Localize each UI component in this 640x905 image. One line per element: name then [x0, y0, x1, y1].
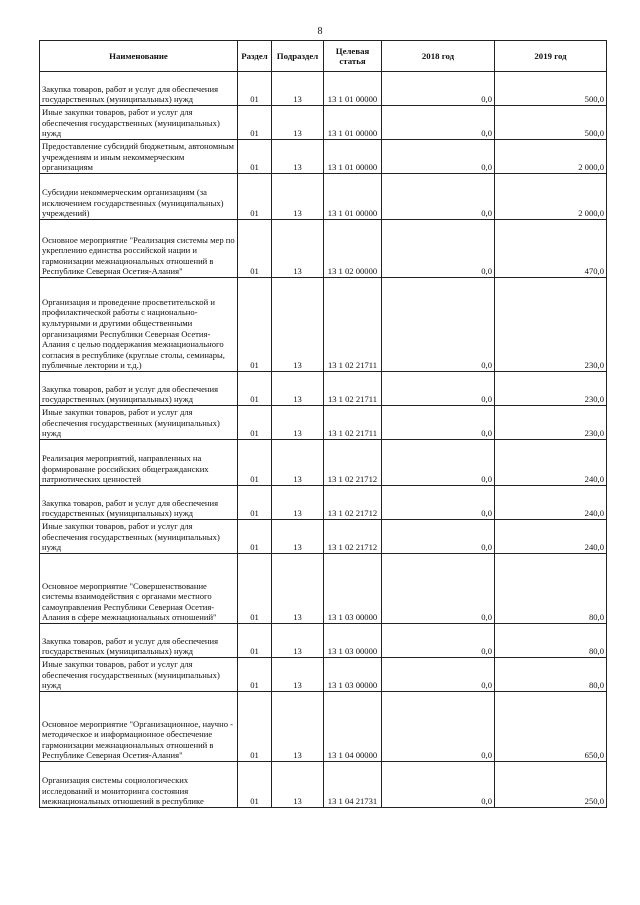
cell-article: 13 1 02 21712 [324, 440, 382, 486]
cell-article: 13 1 02 21711 [324, 372, 382, 406]
cell-section: 01 [238, 372, 272, 406]
cell-subsection: 13 [272, 440, 324, 486]
table-row [40, 220, 607, 278]
cell-2018: 0,0 [382, 406, 495, 440]
cell-2018: 0,0 [382, 624, 495, 658]
cell-2019: 230,0 [495, 406, 607, 440]
table-row [40, 440, 607, 486]
cell-article: 13 1 03 00000 [324, 554, 382, 624]
cell-article: 13 1 02 21711 [324, 278, 382, 372]
table-row [40, 372, 607, 406]
cell-article: 13 1 02 00000 [324, 220, 382, 278]
cell-2018: 0,0 [382, 372, 495, 406]
cell-article: 13 1 02 21711 [324, 406, 382, 440]
cell-subsection: 13 [272, 692, 324, 762]
cell-2019: 240,0 [495, 486, 607, 520]
table-row [40, 106, 607, 140]
cell-name: Закупка товаров, работ и услуг для обеспечения государственных (муниципальных) нужд [40, 372, 238, 406]
cell-name: Иные закупки товаров, работ и услуг для обеспечения государственных (муниципальных) нужд [40, 520, 238, 554]
table-row [40, 140, 607, 174]
cell-subsection: 13 [272, 624, 324, 658]
cell-article: 13 1 02 21712 [324, 520, 382, 554]
cell-subsection: 13 [272, 278, 324, 372]
cell-section: 01 [238, 520, 272, 554]
cell-2019: 250,0 [495, 762, 607, 808]
header-article: Целевая статья [324, 41, 382, 72]
cell-2018: 0,0 [382, 486, 495, 520]
table-row [40, 554, 607, 624]
table-row [40, 174, 607, 220]
cell-article: 13 1 04 00000 [324, 692, 382, 762]
cell-subsection: 13 [272, 520, 324, 554]
cell-subsection: 13 [272, 174, 324, 220]
cell-article: 13 1 01 00000 [324, 106, 382, 140]
cell-subsection: 13 [272, 554, 324, 624]
cell-2018: 0,0 [382, 692, 495, 762]
cell-2018: 0,0 [382, 174, 495, 220]
cell-section: 01 [238, 554, 272, 624]
cell-subsection: 13 [272, 486, 324, 520]
cell-2018: 0,0 [382, 440, 495, 486]
cell-subsection: 13 [272, 72, 324, 106]
cell-subsection: 13 [272, 140, 324, 174]
cell-name: Организация системы социологических исследований и мониторинга состояния межнациональных отношений в республике [40, 762, 238, 808]
header-subsection: Подраздел [272, 41, 324, 72]
cell-section: 01 [238, 762, 272, 808]
cell-name: Основное мероприятие "Организационное, научно - методическое и информационное обеспечение гармонизации межнациональных отношений в Республике Северная Осетия-Алания" [40, 692, 238, 762]
cell-section: 01 [238, 624, 272, 658]
cell-2019: 500,0 [495, 72, 607, 106]
table-row [40, 624, 607, 658]
cell-2019: 80,0 [495, 554, 607, 624]
cell-subsection: 13 [272, 658, 324, 692]
cell-2019: 650,0 [495, 692, 607, 762]
table-row [40, 486, 607, 520]
cell-section: 01 [238, 72, 272, 106]
cell-2018: 0,0 [382, 554, 495, 624]
cell-2019: 80,0 [495, 658, 607, 692]
header-name: Наименование [40, 41, 238, 72]
header-section: Раздел [238, 41, 272, 72]
cell-name: Иные закупки товаров, работ и услуг для обеспечения государственных (муниципальных) нужд [40, 106, 238, 140]
cell-2019: 230,0 [495, 372, 607, 406]
cell-2019: 230,0 [495, 278, 607, 372]
cell-section: 01 [238, 106, 272, 140]
cell-section: 01 [238, 140, 272, 174]
cell-2019: 2 000,0 [495, 174, 607, 220]
cell-name: Иные закупки товаров, работ и услуг для обеспечения государственных (муниципальных) нужд [40, 406, 238, 440]
header-year-2019: 2019 год [495, 41, 607, 72]
cell-article: 13 1 04 21731 [324, 762, 382, 808]
cell-section: 01 [238, 440, 272, 486]
table-row [40, 520, 607, 554]
cell-name: Основное мероприятие "Совершенствование системы взаимодействия с органами местного самоуправления Республики Северная Осетия-Алания в сфере межнациональных отношений" [40, 554, 238, 624]
table-header-row [40, 41, 607, 72]
cell-2018: 0,0 [382, 72, 495, 106]
table-row [40, 658, 607, 692]
cell-2019: 470,0 [495, 220, 607, 278]
cell-2018: 0,0 [382, 106, 495, 140]
cell-section: 01 [238, 174, 272, 220]
cell-name: Предоставление субсидий бюджетным, автономным учреждениям и иным некоммерческим организациям [40, 140, 238, 174]
cell-name: Иные закупки товаров, работ и услуг для обеспечения государственных (муниципальных) нужд [40, 658, 238, 692]
page-number: 8 [317, 26, 323, 37]
cell-name: Организация и проведение просветительской и профилактической работы с национально-культурными и другими общественными организациями Республики Северная Осетия-Алания с целью поддержания межнационального согласия в республике (круглые столы, семинары, публичные лектории и т.д.) [40, 278, 238, 372]
cell-2019: 500,0 [495, 106, 607, 140]
cell-section: 01 [238, 658, 272, 692]
budget-table [39, 40, 607, 808]
cell-section: 01 [238, 486, 272, 520]
cell-2019: 2 000,0 [495, 140, 607, 174]
cell-name: Закупка товаров, работ и услуг для обеспечения государственных (муниципальных) нужд [40, 624, 238, 658]
cell-subsection: 13 [272, 762, 324, 808]
cell-subsection: 13 [272, 372, 324, 406]
cell-name: Основное мероприятие "Реализация системы мер по укреплению единства российской нации и гармонизации межнациональных отношений в Республике Северная Осетия-Алания" [40, 220, 238, 278]
cell-2019: 240,0 [495, 440, 607, 486]
cell-article: 13 1 01 00000 [324, 72, 382, 106]
cell-name: Закупка товаров, работ и услуг для обеспечения государственных (муниципальных) нужд [40, 486, 238, 520]
cell-2018: 0,0 [382, 520, 495, 554]
cell-2018: 0,0 [382, 278, 495, 372]
cell-name: Субсидии некоммерческим организациям (за исключением государственных (муниципальных) учреждений) [40, 174, 238, 220]
table-row [40, 692, 607, 762]
cell-name: Реализация мероприятий, направленных на формирование российских общегражданских патриотических ценностей [40, 440, 238, 486]
cell-2018: 0,0 [382, 658, 495, 692]
cell-2018: 0,0 [382, 762, 495, 808]
cell-section: 01 [238, 692, 272, 762]
cell-2019: 80,0 [495, 624, 607, 658]
cell-article: 13 1 01 00000 [324, 174, 382, 220]
cell-section: 01 [238, 406, 272, 440]
cell-section: 01 [238, 278, 272, 372]
cell-subsection: 13 [272, 406, 324, 440]
cell-2018: 0,0 [382, 220, 495, 278]
table-row [40, 72, 607, 106]
cell-article: 13 1 02 21712 [324, 486, 382, 520]
header-year-2018: 2018 год [382, 41, 495, 72]
cell-2018: 0,0 [382, 140, 495, 174]
table-row [40, 406, 607, 440]
cell-name: Закупка товаров, работ и услуг для обеспечения государственных (муниципальных) нужд [40, 72, 238, 106]
table-row [40, 762, 607, 808]
cell-article: 13 1 01 00000 [324, 140, 382, 174]
cell-subsection: 13 [272, 106, 324, 140]
cell-article: 13 1 03 00000 [324, 658, 382, 692]
cell-article: 13 1 03 00000 [324, 624, 382, 658]
cell-section: 01 [238, 220, 272, 278]
table-row [40, 278, 607, 372]
cell-subsection: 13 [272, 220, 324, 278]
cell-2019: 240,0 [495, 520, 607, 554]
